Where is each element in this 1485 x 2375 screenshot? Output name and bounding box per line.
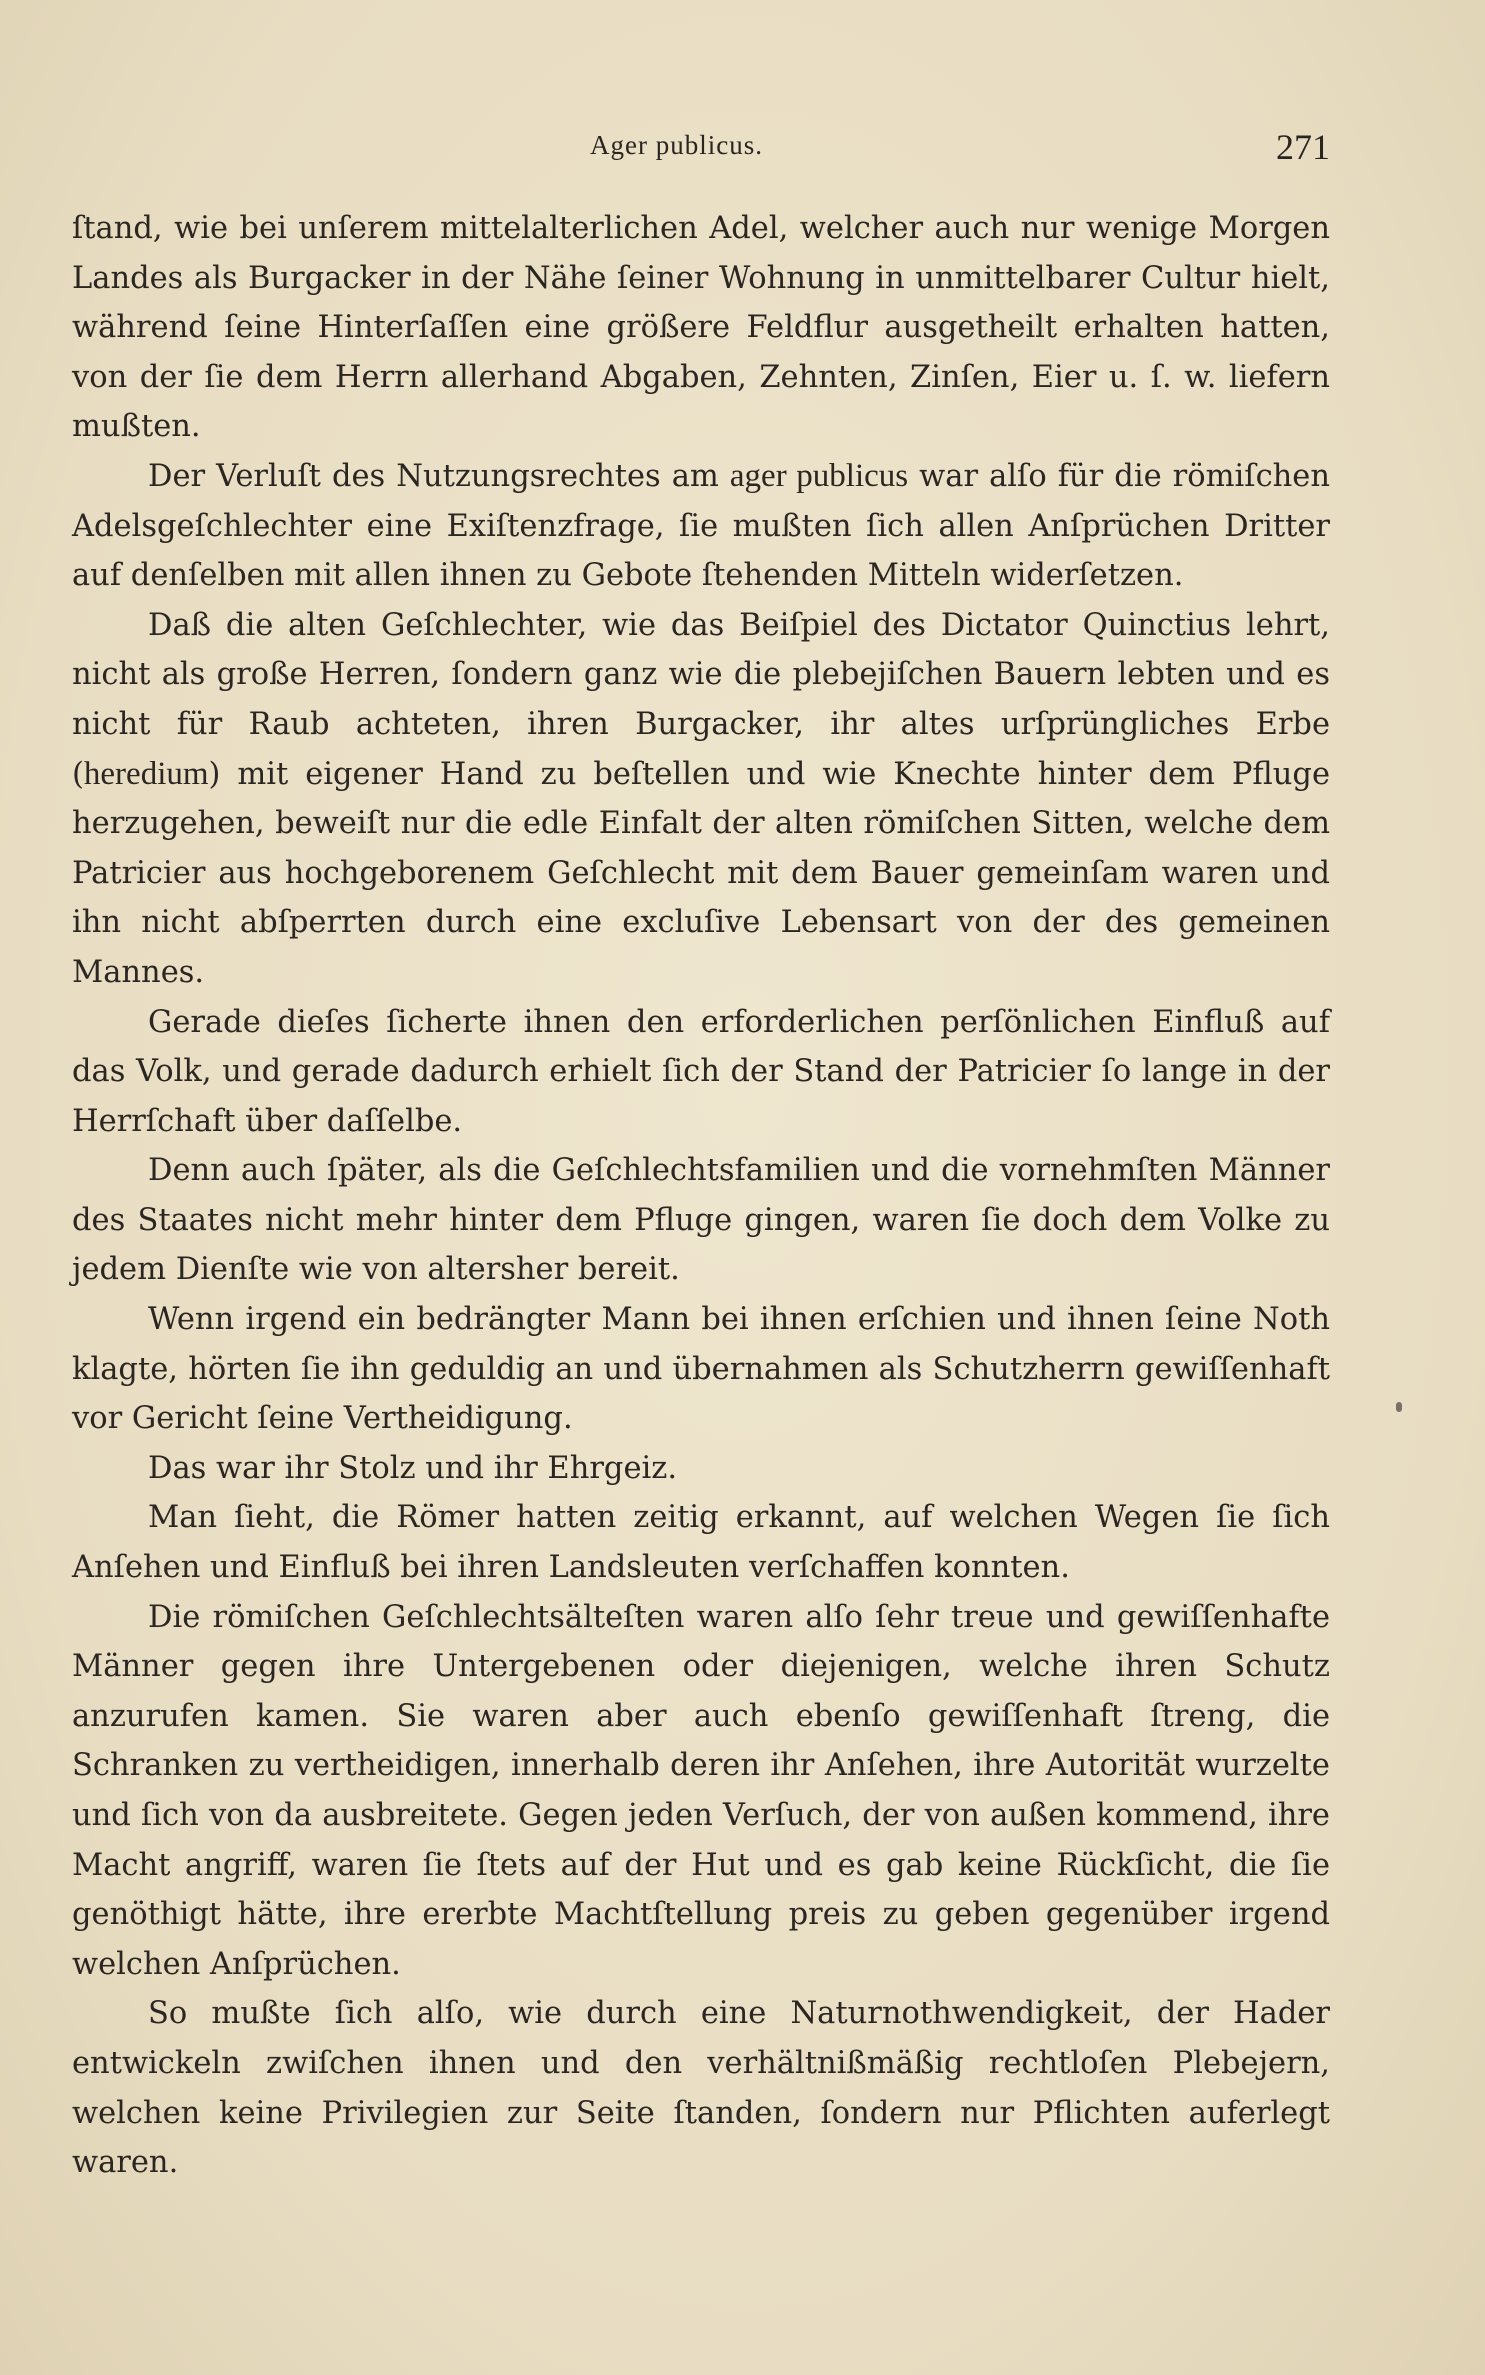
text-run: Wenn irgend ein bedrängter Mann bei ihnen erſchien und ihnen ſeine Noth klagte, hörten ſie ihn geduldig an und übernahmen als Schutzherrn gewiſſenhaft vor Gericht ſeine Vertheidigung.	[72, 1302, 1330, 1437]
text-run: ) mit eigener Hand zu beſtellen und wie Knechte hinter dem Pfluge herzugehen, beweiſt nur die edle Einfalt der alten römiſchen Sitten, welche dem Patricier aus hochgeborenem Geſchlecht mit dem Bauer gemeinſam waren und ihn nicht abſperrten durch eine excluſive Lebensart von der des gemeinen Mannes.	[72, 756, 1330, 990]
paragraph	[72, 1146, 1330, 1295]
running-head: Ager publicus.	[590, 130, 763, 160]
paragraph	[72, 1444, 1330, 1494]
paragraph	[72, 1295, 1330, 1444]
body-text	[72, 204, 1330, 2188]
text-run: Die römiſchen Geſchlechtsälteſten waren alſo ſehr treue und gewiſſenhafte Männer gegen ihre Untergebenen oder diejenigen, welche ihren Schutz anzurufen kamen. Sie waren aber auch ebenſo gewiſſenhaft ſtreng, die Schranken zu vertheidigen, innerhalb deren ihr Anſehen, ihre Autorität wurzelte und ſich von da ausbreitete. Gegen jeden Verſuch, der von außen kommend, ihre Macht angriff, waren ſie ſtets auf der Hut und es gab keine Rückſicht, die ſie genöthigt hätte, ihre ererbte Machtſtellung preis zu geben gegenüber irgend welchen Anſprüchen.	[72, 1599, 1330, 1982]
page-header	[70, 120, 1330, 180]
paragraph	[72, 998, 1330, 1147]
text-run: So mußte ſich alſo, wie durch eine Naturnothwendigkeit, der Hader entwickeln zwiſchen ihnen und den verhältnißmäßig rechtloſen Plebejern, welchen keine Privilegien zur Seite ſtanden, ſondern nur Pflichten auferlegt waren.	[72, 1996, 1330, 2181]
text-run: Das war ihr Stolz und ihr Ehrgeiz.	[148, 1450, 678, 1486]
paragraph	[72, 1493, 1330, 1592]
latin-term: ager publicus	[729, 457, 909, 494]
text-run: Daß die alten Geſchlechter, wie das Beiſpiel des Dictator Quinctius lehrt, nicht als große Herren, ſondern ganz wie die plebejiſchen Bauern lebten und es nicht für Raub achteten, ihren Burgacker, ihr altes urſprüngliches Erbe (	[72, 607, 1330, 792]
paragraph	[72, 1989, 1330, 2187]
text-run: war alſo für die römiſchen Adelsgeſchlechter eine Exiſtenzfrage, ſie mußten ſich allen Anſprüchen Dritter auf denſelben mit allen ihnen zu Gebote ſtehenden Mitteln widerſetzen.	[72, 458, 1331, 594]
page-number: 271	[1276, 127, 1330, 167]
paragraph	[72, 1593, 1330, 1990]
text-run: Man ſieht, die Römer hatten zeitig erkannt, auf welchen Wegen ſie ſich Anſehen und Einfluß bei ihren Landsleuten verſchaffen konnten.	[72, 1500, 1330, 1586]
paragraph	[72, 452, 1330, 601]
paragraph	[72, 204, 1330, 452]
text-run: Der Verluſt des Nutzungsrechtes am	[148, 458, 730, 494]
margin-speck	[1396, 1402, 1402, 1412]
text-run: Denn auch ſpäter, als die Geſchlechtsfamilien und die vornehmſten Männer des Staates nicht mehr hinter dem Pfluge gingen, waren ſie doch dem Volke zu jedem Dienſte wie von altersher bereit.	[72, 1153, 1330, 1288]
text-run: ſtand, wie bei unſerem mittelalterlichen Adel, welcher auch nur wenige Morgen Landes als Burgacker in der Nähe ſeiner Wohnung in unmittelbarer Cultur hielt, während ſeine Hinterſaſſen eine größere Feldflur ausgetheilt erhalten hatten, von der ſie dem Herrn allerhand Abgaben, Zehnten, Zinſen, Eier u. ſ. w. liefern mußten.	[72, 211, 1330, 445]
text-run: Gerade dieſes ſicherte ihnen den erforderlichen perſönlichen Einfluß auf das Volk, und gerade dadurch erhielt ſich der Stand der Patricier ſo lange in der Herrſchaft über daſſelbe.	[72, 1004, 1330, 1139]
paragraph	[72, 601, 1330, 998]
latin-term: heredium	[83, 755, 209, 792]
